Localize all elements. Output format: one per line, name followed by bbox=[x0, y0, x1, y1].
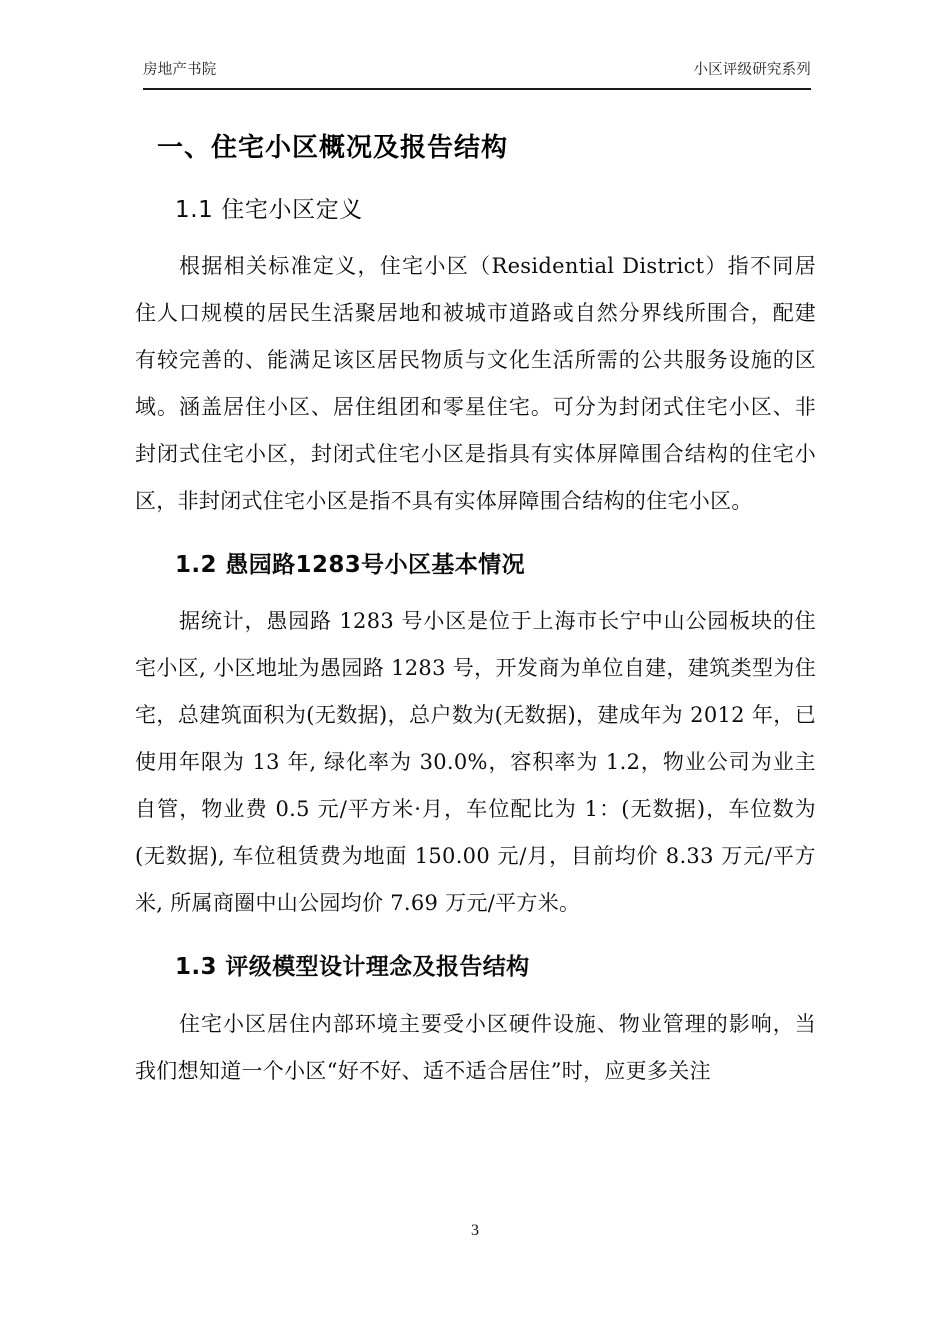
header-right-label: 小区评级研究系列 bbox=[693, 62, 811, 78]
spacer bbox=[135, 168, 816, 194]
page-number: 3 bbox=[471, 1222, 479, 1239]
paragraph-1-2: 据统计，愚园路 1283 号小区是位于上海市长宁中山公园板块的住宅小区, 小区地址为愚园路 1283 号，开发商为单位自建，建筑类型为住宅，总建筑面积为(无数据)，总户数为(无数据)，建成年为 2012 年，已使用年限为 13 年, 绿化率为 30.0%，容积率为 1.2，物业公司为业主自管，物业费 0.5 元/平方米·月，车位配比为 1：(无数据)，车位数为(无数据), 车位租赁费为地面 150.00 元/月，目前均价 8.33 万元/平方米, 所属商圈中山公园均价 7.69 万元/平方米。 bbox=[135, 609, 816, 916]
spacer bbox=[135, 525, 816, 549]
section-heading-1-2: 1.2 愚园路1283号小区基本情况 bbox=[175, 552, 525, 579]
spacer bbox=[135, 227, 816, 243]
page-content bbox=[135, 130, 816, 1095]
header-divider bbox=[143, 88, 811, 90]
paragraph-1-1: 根据相关标准定义，住宅小区（Residential District）指不同居住人口规模的居民生活聚居地和被城市道路或自然分界线所围合，配建有较完善的、能满足该区居民物质与文化生活所需的公共服务设施的区域。涵盖居住小区、居住组团和零星住宅。可分为封闭式住宅小区、非封闭式住宅小区，封闭式住宅小区是指具有实体屏障围合结构的住宅小区，非封闭式住宅小区是指不具有实体屏障围合结构的住宅小区。 bbox=[135, 254, 816, 514]
section-heading-1-3: 1.3 评级模型设计理念及报告结构 bbox=[175, 954, 530, 981]
running-header bbox=[143, 62, 811, 79]
spacer bbox=[135, 927, 816, 951]
section-heading-1-1: 1.1 住宅小区定义 bbox=[175, 196, 363, 223]
header-left-label: 房地产书院 bbox=[143, 62, 217, 78]
spacer bbox=[135, 582, 816, 598]
paragraph-1-3: 住宅小区居住内部环境主要受小区硬件设施、物业管理的影响，当我们想知道一个小区“好不好、适不适合居住”时，应更多关注 bbox=[135, 1011, 816, 1083]
chapter-title: 一、住宅小区概况及报告结构 bbox=[157, 133, 509, 163]
spacer bbox=[135, 985, 816, 1001]
